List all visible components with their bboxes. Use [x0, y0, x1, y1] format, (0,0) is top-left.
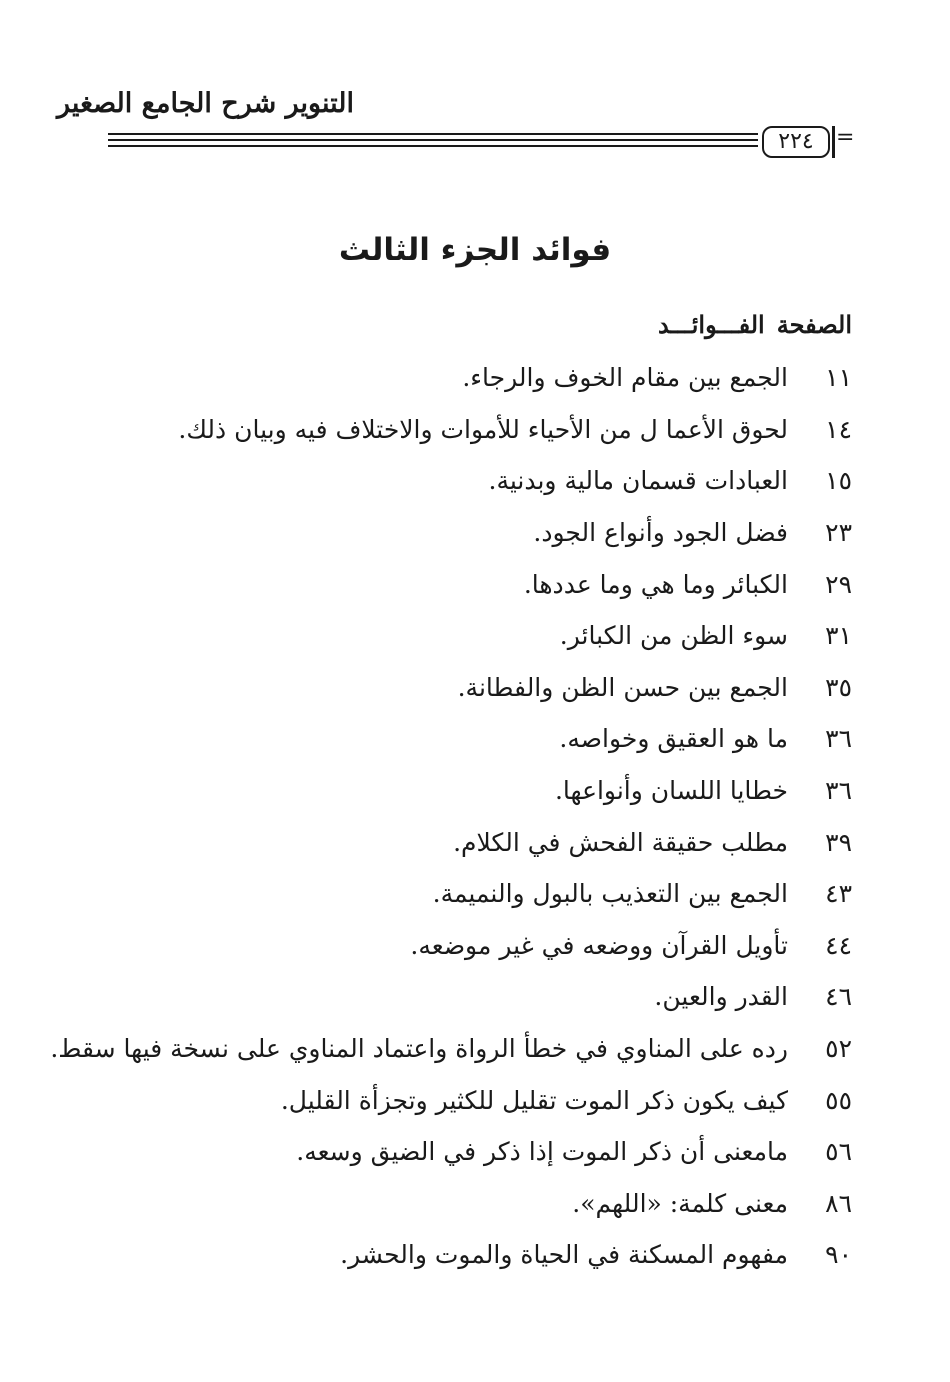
entry-page: ٥٢ [825, 1034, 852, 1064]
entry-page: ٤٣ [825, 879, 852, 909]
column-header-page: الصفحة [776, 310, 852, 339]
header-rule [108, 139, 758, 141]
entry-text: خطايا اللسان وأنواعها. [554, 776, 788, 806]
list-item [50, 1178, 852, 1230]
entry-page: ٥٦ [825, 1137, 852, 1167]
page-number: ٢٢٤ [778, 129, 814, 154]
running-head: التنوير شرح الجامع الصغير [57, 88, 354, 119]
entry-text: العبادات قسمان مالية وبدنية. [488, 466, 788, 496]
list-item [50, 920, 852, 972]
list-item [50, 971, 852, 1023]
list-item [50, 558, 852, 610]
list-item [50, 507, 852, 559]
entry-text: القدر والعين. [654, 982, 788, 1012]
entry-text: تأويل القرآن ووضعه في غير موضعه. [410, 930, 788, 960]
entry-text: سوء الظن من الكبائر. [559, 621, 788, 651]
list-item [50, 868, 852, 920]
list-item [50, 610, 852, 662]
entry-page: ٥٥ [825, 1085, 852, 1115]
section-title: فوائد الجزء الثالث [338, 232, 612, 268]
header-rule [108, 145, 758, 147]
entry-page: ٣٥ [825, 672, 852, 702]
entry-text: كيف يكون ذكر الموت تقليل للكثير وتجزأة القليل. [280, 1085, 788, 1115]
entry-list [50, 352, 852, 1281]
entry-text: مامعنى أن ذكر الموت إذا ذكر في الضيق وسعه. [296, 1137, 788, 1167]
column-header-topic: الفـــوائـــد [658, 310, 765, 339]
page-number-box [762, 126, 830, 158]
entry-page: ١٥ [825, 466, 852, 496]
list-item [50, 1023, 852, 1075]
entry-page: ٣٩ [825, 827, 852, 857]
page-number-bar [832, 126, 835, 158]
header-rule [108, 133, 758, 135]
list-item [50, 352, 852, 404]
entry-page: ٣٦ [825, 776, 852, 806]
entry-page: ٣٦ [825, 724, 852, 754]
page-marker: = [836, 125, 855, 150]
list-item [50, 765, 852, 817]
list-item [50, 455, 852, 507]
list-item [50, 713, 852, 765]
entry-page: ٤٦ [825, 982, 852, 1012]
entry-page: ٤٤ [825, 930, 852, 960]
entry-text: مفهوم المسكنة في الحياة والموت والحشر. [340, 1240, 788, 1270]
entry-page: ٢٩ [825, 569, 852, 599]
list-item [50, 404, 852, 456]
entry-page: ١١ [825, 363, 852, 393]
entry-text: رده على المناوي في خطأ الرواة واعتماد المناوي على نسخة فيها سقط. [50, 1034, 788, 1064]
entry-text: الجمع بين التعذيب بالبول والنميمة. [432, 879, 788, 909]
entry-text: مطلب حقيقة الفحش في الكلام. [453, 827, 788, 857]
list-item [50, 1229, 852, 1281]
list-item [50, 1074, 852, 1126]
entry-text: معنى كلمة: «اللهم». [572, 1188, 788, 1218]
entry-text: الجمع بين مقام الخوف والرجاء. [462, 363, 788, 393]
column-header [646, 310, 852, 339]
entry-text: ما هو العقيق وخواصه. [559, 724, 788, 754]
entry-page: ٨٦ [825, 1188, 852, 1218]
list-item [50, 662, 852, 714]
list-item [50, 816, 852, 868]
entry-text: لحوق الأعما ل من الأحياء للأموات والاختلاف فيه وبيان ذلك. [178, 414, 788, 444]
entry-page: ٢٣ [825, 518, 852, 548]
entry-text: الكبائر وما هي وما عددها. [523, 569, 788, 599]
entry-text: فضل الجود وأنواع الجود. [533, 518, 788, 548]
entry-text: الجمع بين حسن الظن والفطانة. [457, 672, 788, 702]
entry-page: ٣١ [825, 621, 852, 651]
list-item [50, 1126, 852, 1178]
entry-page: ٩٠ [825, 1240, 852, 1270]
entry-page: ١٤ [825, 414, 852, 444]
